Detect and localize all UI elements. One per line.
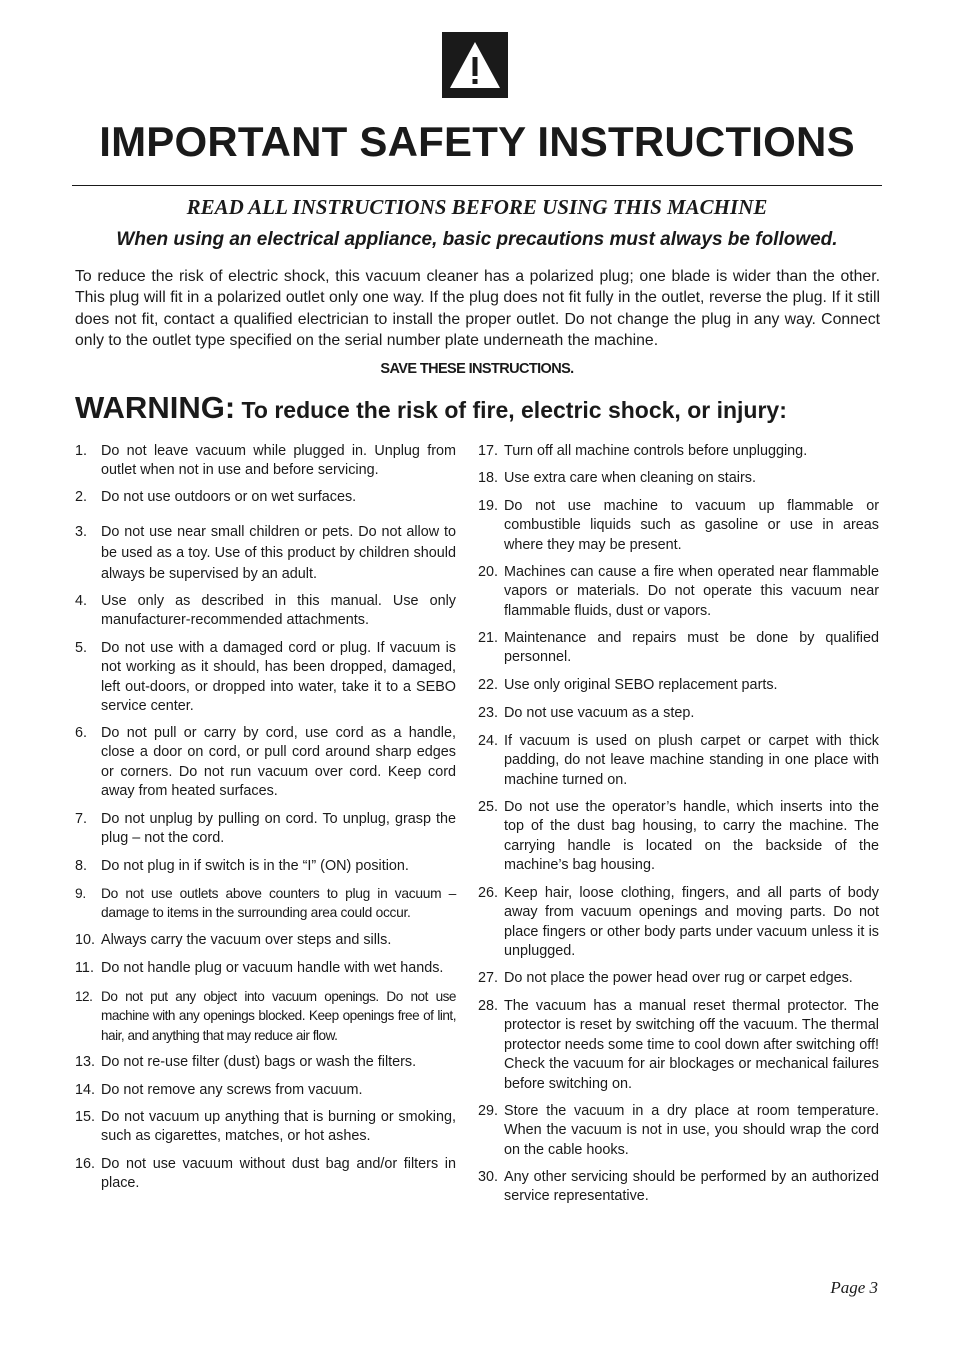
- list-item: [478, 1168, 879, 1207]
- item-text: Do not use near small children or pets. Do not allow to be used as a toy. Use of this product by children should always be supervised by an adult.: [101, 524, 456, 582]
- item-number: 12.: [75, 989, 93, 1004]
- item-text: Keep hair, loose clothing, fingers, and all parts of body away from vacuum openings and moving parts. Do not place fingers or other body parts under vacuum unless it is unplugged.: [504, 885, 879, 960]
- list-item: [75, 522, 456, 584]
- title-divider: [72, 185, 882, 186]
- item-number: 24.: [478, 733, 499, 749]
- list-item: [75, 442, 456, 481]
- item-number: 17.: [478, 443, 499, 459]
- item-number: 11.: [75, 960, 94, 976]
- item-number: 26.: [478, 885, 499, 901]
- item-number: 25.: [478, 799, 499, 815]
- item-text: Do not use vacuum as a step.: [504, 705, 695, 721]
- item-number: 3.: [75, 524, 88, 540]
- item-number: 27.: [478, 970, 499, 986]
- item-number: 16.: [75, 1156, 96, 1172]
- page-title: IMPORTANT SAFETY INSTRUCTIONS: [99, 118, 855, 165]
- page-number: Page 3: [830, 1278, 878, 1297]
- save-instructions: SAVE THESE INSTRUCTIONS.: [380, 361, 574, 377]
- list-item: [75, 810, 456, 849]
- warning-text: To reduce the risk of fire, electric shock, or injury:: [235, 397, 787, 423]
- item-number: 6.: [75, 725, 88, 741]
- list-item: [75, 857, 456, 876]
- list-item: [478, 884, 879, 962]
- item-text: Store the vacuum in a dry place at room temperature. When the vacuum is not in use, you should wrap the cord on the cable hooks.: [504, 1103, 879, 1158]
- item-text: Do not use outdoors or on wet surfaces.: [101, 489, 357, 505]
- item-number: 4.: [75, 593, 88, 609]
- item-number: 1.: [75, 443, 88, 459]
- item-number: 22.: [478, 677, 499, 693]
- item-text: If vacuum is used on plush carpet or carpet with thick padding, do not leave machine standing in one place with machine turned on.: [504, 733, 879, 788]
- list-item: [75, 1053, 456, 1072]
- item-text: Any other servicing should be performed by an authorized service representative.: [504, 1169, 879, 1205]
- list-item: [75, 884, 456, 923]
- item-text: Do not vacuum up anything that is burning or smoking, such as cigarettes, matches, or hot ashes.: [101, 1109, 456, 1145]
- list-item: [75, 1081, 456, 1100]
- list-item: [478, 997, 879, 1094]
- item-text: Use only original SEBO replacement parts.: [504, 677, 778, 693]
- item-number: 21.: [478, 630, 499, 646]
- list-item: [75, 639, 456, 717]
- item-number: 2.: [75, 489, 88, 505]
- list-item: [478, 732, 879, 790]
- item-number: 5.: [75, 640, 88, 656]
- item-number: 8.: [75, 858, 88, 874]
- item-text: Do not use machine to vacuum up flammable or combustible liquids such as gasoline or use in areas where they may be present.: [504, 498, 879, 553]
- item-number: 14.: [75, 1082, 96, 1098]
- item-number: 20.: [478, 564, 499, 580]
- item-number: 18.: [478, 470, 499, 486]
- item-text: Machines can cause a fire when operated near flammable vapors or materials. Do not operate this vacuum near flammable fluids, dust or vapors.: [504, 564, 879, 619]
- list-item: [478, 497, 879, 555]
- list-item: [75, 987, 456, 1045]
- item-text: Do not place the power head over rug or carpet edges.: [504, 970, 853, 986]
- item-number: 23.: [478, 705, 499, 721]
- list-item: [478, 442, 879, 461]
- list-item: [478, 704, 879, 723]
- read-all-heading: READ ALL INSTRUCTIONS BEFORE USING THIS MACHINE: [186, 195, 768, 219]
- list-item: [75, 959, 456, 978]
- item-text: Do not handle plug or vacuum handle with wet hands.: [101, 960, 444, 976]
- intro-paragraph: To reduce the risk of electric shock, this vacuum cleaner has a polarized plug; one blade is wider than the other. This plug will fit in a polarized outlet only one way. If the plug does not fit fully in the outlet, reverse the plug. If it still does not fit, contact a qualified electrician to install the proper outlet. Do not change the plug in any way. Connect only to the outlet type specified on the serial number plate underneath the machine.: [75, 268, 880, 349]
- item-text: Use only as described in this manual. Use only manufacturer-recommended attachments.: [101, 593, 456, 629]
- item-text: Do not plug in if switch is in the “I” (ON) position.: [101, 858, 409, 874]
- item-text: Do not use outlets above counters to plug in vacuum – damage to items in the surrounding area could occur.: [101, 886, 456, 921]
- item-number: 30.: [478, 1169, 499, 1185]
- item-text: Do not use with a damaged cord or plug. If vacuum is not working as it should, has been dropped, damaged, left out-doors, or dropped into water, take it to a SEBO service center.: [101, 640, 456, 715]
- item-text: Always carry the vacuum over steps and sills.: [101, 932, 392, 948]
- warning-triangle-icon: [442, 32, 508, 98]
- item-text: Do not use the operator’s handle, which inserts into the top of the dust bag housing, to carry the machine. The carrying handle is located on the backside of the machine’s bag housing.: [504, 799, 879, 874]
- list-item: [478, 469, 879, 488]
- list-item: [75, 1155, 456, 1194]
- item-text: Maintenance and repairs must be done by qualified personnel.: [504, 630, 879, 666]
- item-number: 7.: [75, 811, 88, 827]
- item-text: Do not unplug by pulling on cord. To unplug, grasp the plug – not the cord.: [101, 811, 456, 847]
- warning-label: WARNING:: [75, 390, 236, 425]
- item-number: 29.: [478, 1103, 499, 1119]
- item-number: 15.: [75, 1109, 96, 1125]
- list-item: [478, 798, 879, 876]
- item-text: Do not pull or carry by cord, use cord as a handle, close a door on cord, or pull cord around sharp edges or corners. Do not run vacuum over cord. Keep cord away from heated surfaces.: [101, 725, 456, 800]
- list-item: [75, 1108, 456, 1147]
- item-text: The vacuum has a manual reset thermal protector. The protector is reset by switching off the vacuum. The thermal protector needs some time to cool down after switching off! Check the vacuum for air blockages or mechanical failures before switching on.: [504, 998, 879, 1092]
- item-text: Do not re-use filter (dust) bags or wash the filters.: [101, 1054, 417, 1070]
- item-number: 19.: [478, 498, 499, 514]
- list-item: [75, 488, 456, 507]
- item-text: Turn off all machine controls before unplugging.: [504, 443, 808, 459]
- item-number: 13.: [75, 1054, 96, 1070]
- list-item: [478, 1102, 879, 1160]
- item-text: Do not remove any screws from vacuum.: [101, 1082, 363, 1098]
- list-item: [478, 563, 879, 621]
- list-item: [478, 676, 879, 695]
- list-item: [75, 724, 456, 802]
- item-number: 10.: [75, 932, 96, 948]
- list-item: [75, 931, 456, 950]
- precautions-heading: When using an electrical appliance, basic precautions must always be followed.: [116, 229, 838, 250]
- item-text: Use extra care when cleaning on stairs.: [504, 470, 756, 486]
- item-number: 28.: [478, 998, 499, 1014]
- item-number: 9.: [75, 886, 86, 901]
- list-item: [478, 969, 879, 988]
- list-item: [478, 629, 879, 668]
- item-text: Do not put any object into vacuum openings. Do not use machine with any openings blocked. Keep openings free of lint, hair, and anything that may reduce air flow.: [101, 989, 456, 1043]
- list-item: [75, 592, 456, 631]
- item-text: Do not leave vacuum while plugged in. Unplug from outlet when not in use and before servicing.: [101, 443, 456, 479]
- item-text: Do not use vacuum without dust bag and/or filters in place.: [101, 1156, 456, 1192]
- warning-heading: [75, 390, 895, 426]
